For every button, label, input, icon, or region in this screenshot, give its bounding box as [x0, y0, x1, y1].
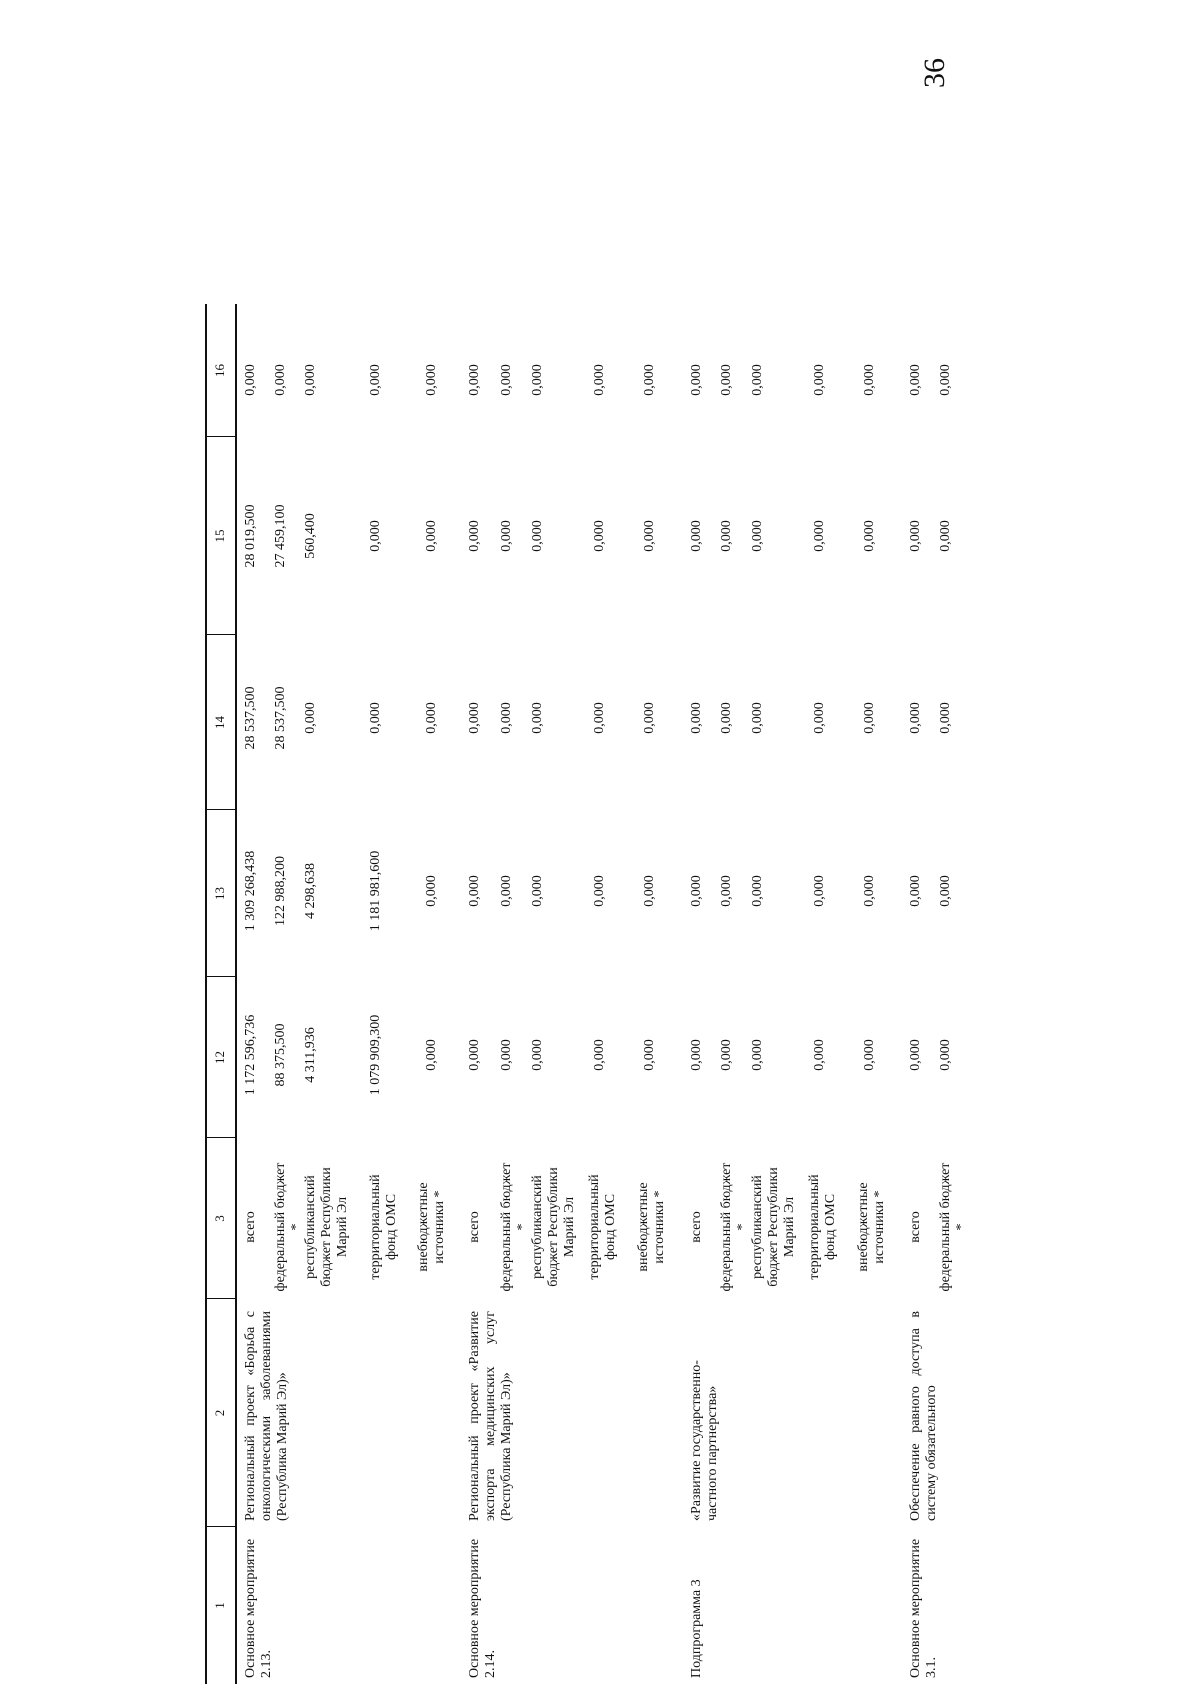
value-col16: 0,000 — [812, 364, 827, 396]
value-col13: 0,000 — [862, 875, 877, 907]
value-col14: 0,000 — [303, 702, 318, 734]
value-col13: 1 309 268,438 — [243, 850, 258, 932]
value-col14: 0,000 — [499, 702, 514, 734]
source-label: федеральный бюджет * — [499, 1162, 530, 1292]
value-col16: 0,000 — [467, 364, 482, 396]
value-col13: 0,000 — [689, 875, 704, 907]
header-col-1: 1 — [212, 1602, 227, 1609]
value-col12: 0,000 — [750, 1039, 765, 1071]
value-col15: 560,400 — [303, 513, 318, 559]
source-label: всего — [689, 1211, 704, 1243]
value-col15: 0,000 — [689, 520, 704, 552]
value-col12: 0,000 — [424, 1039, 439, 1071]
measure-label: Основное мероприятие 2.13. — [243, 1538, 274, 1678]
value-col15: 0,000 — [938, 520, 953, 552]
value-col14: 0,000 — [368, 702, 383, 734]
value-col16: 0,000 — [592, 364, 607, 396]
value-col15: 0,000 — [467, 520, 482, 552]
value-col12: 0,000 — [642, 1039, 657, 1071]
measure-description: Региональный проект «Борьба с онкологическими заболеваниями (Республика Марий Эл)» — [243, 1311, 290, 1521]
source-label: федеральный бюджет * — [938, 1162, 969, 1292]
value-col13: 0,000 — [812, 875, 827, 907]
table-top-rule — [205, 304, 207, 1684]
value-col15: 0,000 — [499, 520, 514, 552]
value-col15: 0,000 — [719, 520, 734, 552]
header-col-3: 3 — [212, 1215, 227, 1222]
value-col13: 0,000 — [908, 875, 923, 907]
source-label: всего — [908, 1211, 923, 1243]
value-col15: 0,000 — [642, 520, 657, 552]
value-col12: 4 311,936 — [303, 1027, 318, 1083]
value-col16: 0,000 — [719, 364, 734, 396]
value-col12: 0,000 — [938, 1039, 953, 1071]
value-col12: 0,000 — [467, 1039, 482, 1071]
value-col12: 0,000 — [908, 1039, 923, 1071]
header-col-2: 2 — [212, 1409, 227, 1417]
value-col14: 0,000 — [812, 702, 827, 734]
value-col14: 0,000 — [938, 702, 953, 734]
value-col16: 0,000 — [424, 364, 439, 396]
value-col12: 0,000 — [689, 1039, 704, 1071]
value-col14: 0,000 — [908, 702, 923, 734]
value-col14: 0,000 — [689, 702, 704, 734]
header-col-16: 16 — [212, 364, 227, 377]
source-label: республиканский бюджет Республики Марий Эл — [303, 1167, 350, 1287]
value-col13: 0,000 — [938, 875, 953, 907]
value-col15: 0,000 — [530, 520, 545, 552]
value-col12: 0,000 — [530, 1039, 545, 1071]
value-col13: 0,000 — [467, 875, 482, 907]
value-col15: 0,000 — [424, 520, 439, 552]
header-col-12: 12 — [212, 1051, 227, 1064]
value-col12: 0,000 — [719, 1039, 734, 1071]
value-col13: 0,000 — [499, 875, 514, 907]
value-col14: 0,000 — [862, 702, 877, 734]
value-col16: 0,000 — [689, 364, 704, 396]
measure-description: «Развитие государственно-частного партнерства» — [689, 1360, 720, 1521]
value-col12: 88 375,500 — [273, 1023, 288, 1087]
value-col14: 0,000 — [424, 702, 439, 734]
value-col13: 0,000 — [424, 875, 439, 907]
value-col13: 1 181 981,600 — [368, 850, 383, 932]
measure-description: Региональный проект «Развитие экспорта медицинских услуг (Республика Марий Эл)» — [467, 1311, 514, 1521]
value-col14: 28 537,500 — [273, 686, 288, 750]
value-col14: 0,000 — [467, 702, 482, 734]
value-col15: 0,000 — [750, 520, 765, 552]
value-col16: 0,000 — [273, 364, 288, 396]
value-col16: 0,000 — [499, 364, 514, 396]
measure-label: Основное мероприятие 2.14. — [467, 1538, 498, 1678]
value-col16: 0,000 — [750, 364, 765, 396]
measure-description: Обеспечение равного доступа в систему обязательного — [908, 1311, 939, 1521]
value-col13: 4 298,638 — [303, 863, 318, 919]
value-col14: 0,000 — [642, 702, 657, 734]
page-number: 36 — [918, 58, 951, 88]
value-col13: 0,000 — [642, 875, 657, 907]
value-col15: 27 459,100 — [273, 504, 288, 568]
value-col16: 0,000 — [642, 364, 657, 396]
source-label: республиканский бюджет Республики Марий Эл — [530, 1167, 577, 1287]
value-col14: 0,000 — [592, 702, 607, 734]
source-label: всего — [243, 1211, 258, 1243]
value-col13: 0,000 — [592, 875, 607, 907]
value-col15: 0,000 — [812, 520, 827, 552]
value-col15: 0,000 — [368, 520, 383, 552]
value-col14: 0,000 — [719, 702, 734, 734]
value-col16: 0,000 — [368, 364, 383, 396]
source-label: внебюджетные источники * — [856, 1182, 887, 1272]
value-col12: 0,000 — [499, 1039, 514, 1071]
value-col12: 0,000 — [812, 1039, 827, 1071]
measure-label: Подпрограмма 3 — [689, 1579, 704, 1678]
value-col16: 0,000 — [908, 364, 923, 396]
value-col13: 122 988,200 — [273, 856, 288, 926]
value-col14: 0,000 — [750, 702, 765, 734]
value-col15: 0,000 — [862, 520, 877, 552]
header-col-15: 15 — [212, 529, 227, 543]
value-col12: 1 172 596,736 — [243, 1014, 258, 1096]
value-col12: 0,000 — [862, 1039, 877, 1071]
value-col14: 0,000 — [530, 702, 545, 734]
value-col16: 0,000 — [303, 364, 318, 396]
value-col13: 0,000 — [750, 875, 765, 907]
source-label: территориальный фонд ОМС — [587, 1174, 618, 1280]
budget-table — [205, 84, 1005, 1684]
value-col15: 28 019,500 — [243, 504, 258, 568]
header-col-14: 14 — [212, 716, 227, 729]
source-label: территориальный фонд ОМС — [807, 1174, 838, 1280]
value-col12: 0,000 — [592, 1039, 607, 1071]
source-label: внебюджетные источники * — [636, 1182, 667, 1272]
header-col-13: 13 — [212, 887, 227, 900]
value-col13: 0,000 — [530, 875, 545, 907]
source-label: всего — [467, 1211, 482, 1243]
value-col15: 0,000 — [908, 520, 923, 552]
value-col15: 0,000 — [592, 520, 607, 552]
value-col16: 0,000 — [243, 364, 258, 396]
source-label: федеральный бюджет * — [719, 1162, 750, 1292]
source-label: территориальный фонд ОМС — [368, 1174, 399, 1280]
source-label: федеральный бюджет * — [273, 1162, 304, 1292]
source-label: республиканский бюджет Республики Марий Эл — [750, 1167, 797, 1287]
value-col14: 28 537,500 — [243, 686, 258, 750]
value-col16: 0,000 — [530, 364, 545, 396]
value-col16: 0,000 — [862, 364, 877, 396]
value-col12: 1 079 909,300 — [368, 1014, 383, 1096]
value-col13: 0,000 — [719, 875, 734, 907]
source-label: внебюджетные источники * — [416, 1182, 447, 1272]
measure-label: Основное мероприятие 3.1. — [908, 1538, 939, 1678]
header-bottom-rule — [235, 304, 237, 1684]
value-col16: 0,000 — [938, 364, 953, 396]
